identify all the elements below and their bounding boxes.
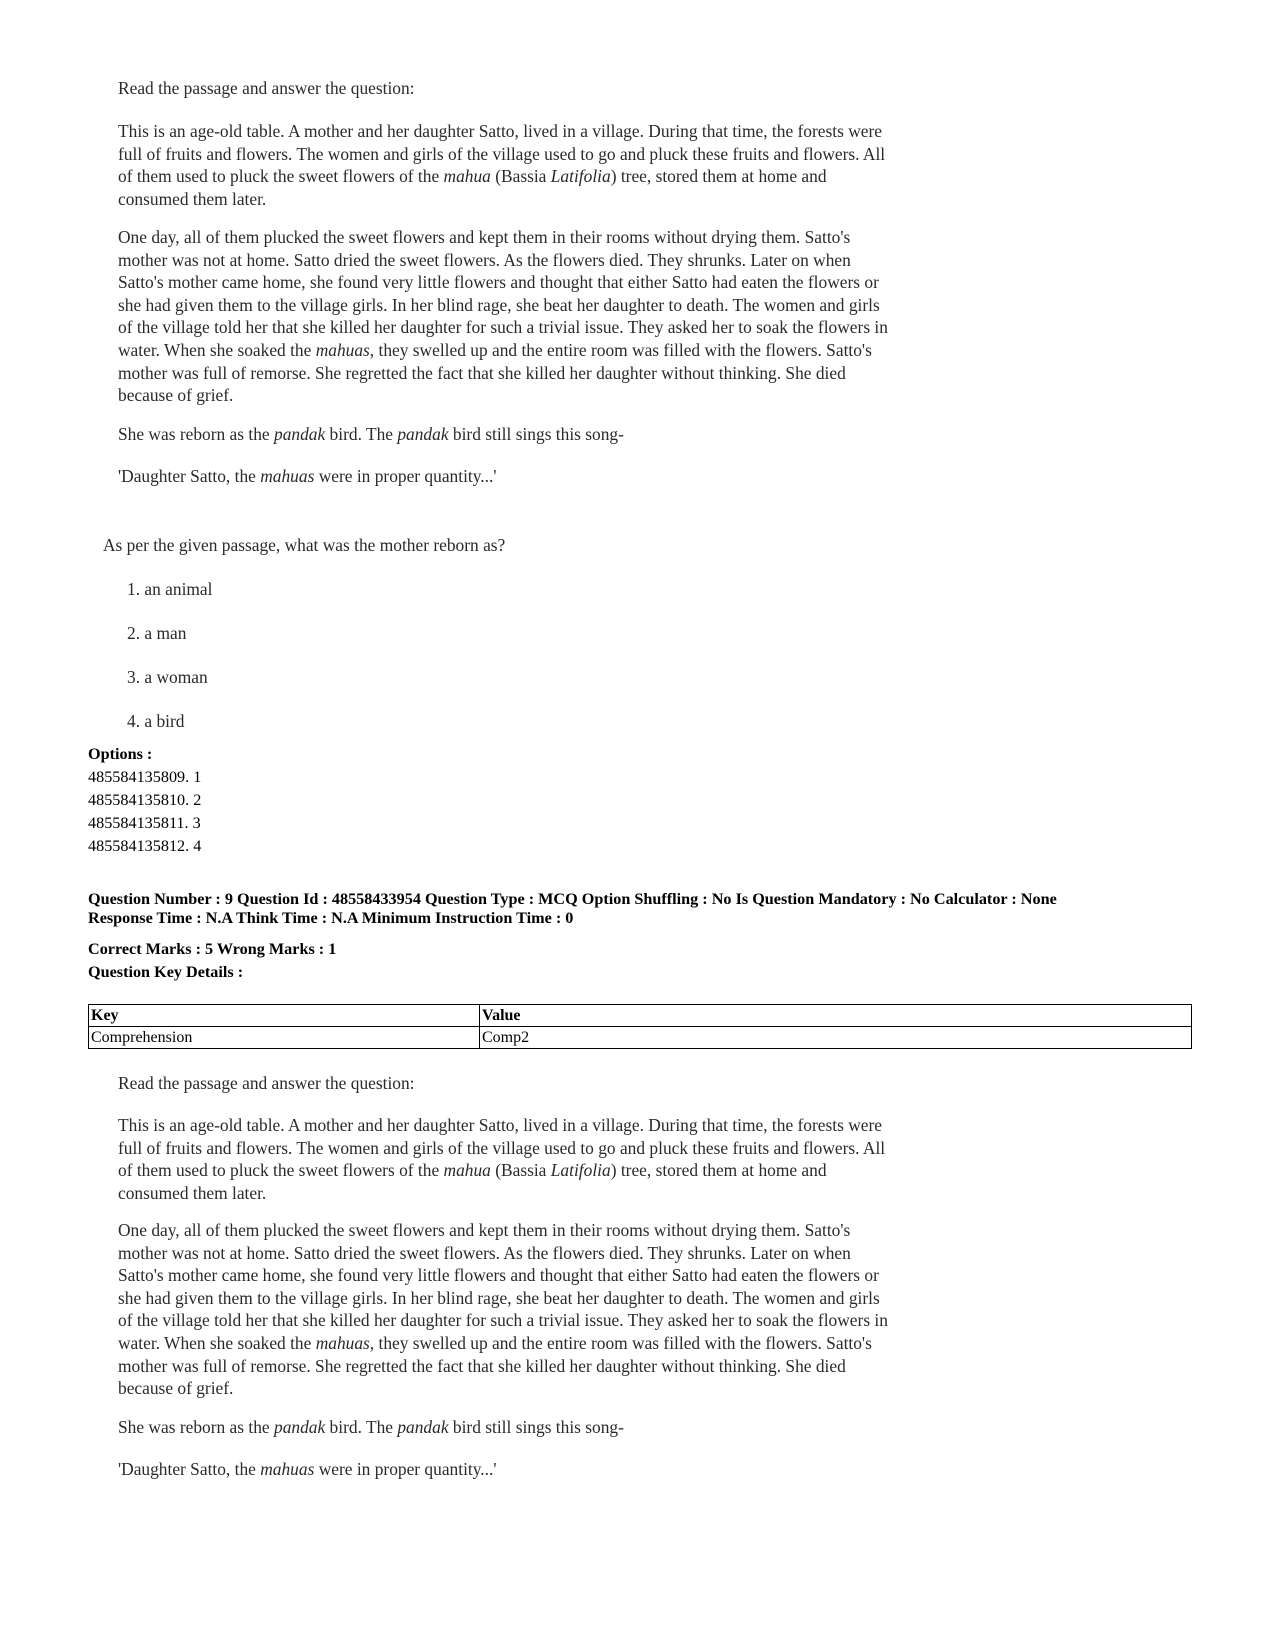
choice-3: 3. a woman: [127, 667, 208, 687]
passage-heading: Read the passage and answer the question:: [118, 1073, 415, 1093]
passage-paragraph-3: She was reborn as the pandak bird. The pandak bird still sings this song-: [118, 424, 624, 444]
question-meta-line-2: Response Time : N.A Think Time : N.A Minimum Instruction Time : 0: [88, 909, 574, 927]
key-details-label: Question Key Details :: [88, 963, 244, 981]
question-meta: [88, 890, 1057, 928]
passage-paragraph-2: One day, all of them plucked the sweet flowers and kept them in their rooms without drying them. Satto's mother was not at home. Satto dried the sweet flowers. As the flowers died. They shrunks. Later on when Satto's mother came home, she found very little flowers and thought that either Satto had eaten the flowers or she had given them to the village girls. In her blind rage, she beat her daughter to death. The women and girls of the village told her that she killed her daughter for such a trivial issue. They asked her to soak the flowers in water. When she soaked the mahuas, they swelled up and the entire room was filled with the flowers. Satto's mother was full of remorse. She regretted the fact that she killed her daughter without thinking. She died because of grief.: [118, 227, 888, 406]
options-label: Options :: [88, 745, 153, 763]
passage-paragraph-1: This is an age-old table. A mother and her daughter Satto, lived in a village. During that time, the forests were full of fruits and flowers. The women and girls of the village used to go and pluck these fruits and flowers. All of them used to pluck the sweet flowers of the mahua (Bassia Latifolia) tree, stored them at home and consumed them later.: [118, 1115, 886, 1203]
table-row: [89, 1027, 1192, 1049]
choice-1: 1. an animal: [127, 579, 213, 599]
table-cell-key: Comprehension: [89, 1027, 480, 1049]
choice-4: 4. a bird: [127, 711, 185, 731]
question-key-table: [88, 1004, 1192, 1049]
question-text: As per the given passage, what was the mother reborn as?: [103, 535, 506, 555]
table-header-row: [89, 1005, 1192, 1027]
passage-paragraph-2: One day, all of them plucked the sweet flowers and kept them in their rooms without drying them. Satto's mother was not at home. Satto dried the sweet flowers. As the flowers died. They shrunks. Later on when Satto's mother came home, she found very little flowers and thought that either Satto had eaten the flowers or she had given them to the village girls. In her blind rage, she beat her daughter to death. The women and girls of the village told her that she killed her daughter for such a trivial issue. They asked her to soak the flowers in water. When she soaked the mahuas, they swelled up and the entire room was filled with the flowers. Satto's mother was full of remorse. She regretted the fact that she killed her daughter without thinking. She died because of grief.: [118, 1220, 888, 1399]
marks-line: Correct Marks : 5 Wrong Marks : 1: [88, 940, 337, 958]
table-header-key: Key: [89, 1005, 480, 1027]
option-item: 485584135810. 2: [88, 791, 202, 809]
choice-2: 2. a man: [127, 623, 187, 643]
passage-heading: Read the passage and answer the question:: [118, 78, 415, 98]
question-meta-line-1: Question Number : 9 Question Id : 48558433954 Question Type : MCQ Option Shuffling : No Is Question Mandatory : No Calculator : None: [88, 890, 1057, 908]
table-header-value: Value: [480, 1005, 1192, 1027]
table-cell-value: Comp2: [480, 1027, 1192, 1049]
passage-paragraph-3: She was reborn as the pandak bird. The pandak bird still sings this song-: [118, 1417, 624, 1437]
passage-paragraph-1: This is an age-old table. A mother and her daughter Satto, lived in a village. During that time, the forests were full of fruits and flowers. The women and girls of the village used to go and pluck these fruits and flowers. All of them used to pluck the sweet flowers of the mahua (Bassia Latifolia) tree, stored them at home and consumed them later.: [118, 121, 886, 209]
option-item: 485584135812. 4: [88, 837, 202, 855]
passage-paragraph-4: 'Daughter Satto, the mahuas were in proper quantity...': [118, 466, 497, 486]
option-item: 485584135811. 3: [88, 814, 201, 832]
option-item: 485584135809. 1: [88, 768, 202, 786]
passage-paragraph-4: 'Daughter Satto, the mahuas were in proper quantity...': [118, 1459, 497, 1479]
